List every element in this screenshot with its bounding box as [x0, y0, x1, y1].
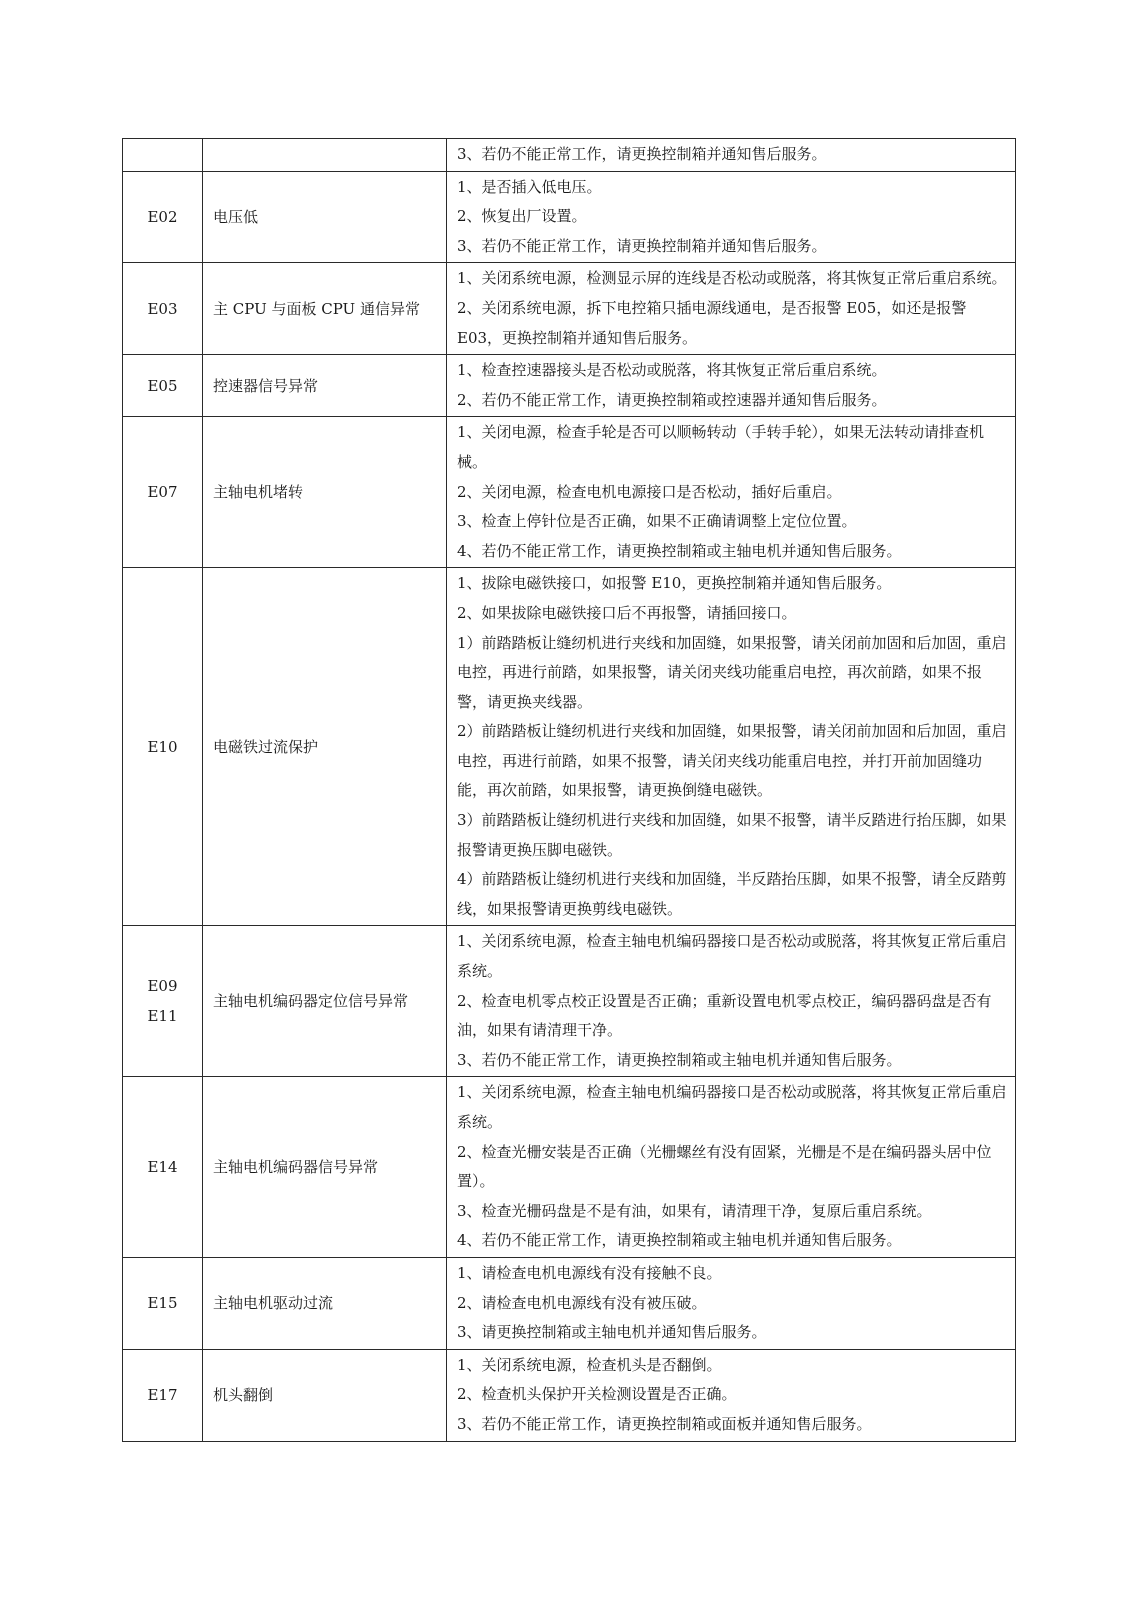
solution-step: 1、关闭系统电源，检查主轴电机编码器接口是否松动或脱落，将其恢复正常后重启系统。 [457, 932, 1007, 981]
solution-cell [447, 171, 1016, 263]
error-name-cell [203, 926, 447, 1077]
solution-cell [447, 263, 1016, 355]
error-name-cell [203, 263, 447, 355]
solution-step: 1、请检查电机电源线有没有接触不良。 [457, 1263, 722, 1282]
solution-step: 1、是否插入低电压。 [457, 177, 602, 196]
error-code-table [122, 138, 1016, 1442]
solution-cell [447, 355, 1016, 417]
solution-cell [447, 1349, 1016, 1441]
table-row [123, 568, 1016, 926]
error-name-cell [203, 568, 447, 926]
error-name-cell [203, 1257, 447, 1349]
error-code: E07 [147, 483, 178, 502]
solution-step: 4）前踏踏板让缝纫机进行夹线和加固缝，半反踏抬压脚，如果不报警，请全反踏剪线，如果报警请更换剪线电磁铁。 [457, 870, 1007, 918]
solution-step: 3、若仍不能正常工作，请更换控制箱并通知售后服务。 [457, 145, 827, 163]
solution-step: 3、检查光栅码盘是不是有油，如果有，请清理干净，复原后重启系统。 [457, 1201, 932, 1220]
error-code: E05 [147, 376, 178, 395]
solution-step: 3、若仍不能正常工作，请更换控制箱或面板并通知售后服务。 [457, 1414, 872, 1433]
solution-step: 3、若仍不能正常工作，请更换控制箱并通知售后服务。 [457, 236, 827, 255]
solution-step: 4、若仍不能正常工作，请更换控制箱或主轴电机并通知售后服务。 [457, 541, 902, 560]
solution-step: 2、检查电机零点校正设置是否正确；重新设置电机零点校正，编码器码盘是否有油，如果有请清理干净。 [457, 991, 992, 1040]
error-name: 控速器信号异常 [213, 376, 319, 395]
table-row [123, 1077, 1016, 1258]
solution-step: 1、拔除电磁铁接口，如报警 E10，更换控制箱并通知售后服务。 [457, 574, 892, 593]
error-name-cell [203, 1077, 447, 1258]
solution-step: 2、若仍不能正常工作，请更换控制箱或控速器并通知售后服务。 [457, 390, 887, 409]
table-row [123, 171, 1016, 263]
error-code-cell [123, 1077, 203, 1258]
solution-cell [447, 1257, 1016, 1349]
error-name: 主轴电机编码器定位信号异常 [213, 992, 409, 1011]
error-code-cell [123, 139, 203, 172]
error-code-cell [123, 1349, 203, 1441]
solution-step: 3）前踏踏板让缝纫机进行夹线和加固缝，如果不报警，请半反踏进行抬压脚，如果报警请更换压脚电磁铁。 [457, 811, 1007, 859]
error-code: E10 [147, 737, 178, 756]
solution-step: 2、关闭系统电源，拆下电控箱只插电源线通电，是否报警 E05，如还是报警 E03，更换控制箱并通知售后服务。 [457, 298, 967, 347]
error-code-cell [123, 355, 203, 417]
solution-cell [447, 926, 1016, 1077]
error-name: 主轴电机编码器信号异常 [213, 1158, 379, 1177]
solution-step: 1、关闭系统电源，检查主轴电机编码器接口是否松动或脱落，将其恢复正常后重启系统。 [457, 1083, 1007, 1131]
solution-step: 2）前踏踏板让缝纫机进行夹线和加固缝，如果报警，请关闭前加固和后加固，重启电控，再进行前踏，如果不报警，请关闭夹线功能重启电控，并打开前加固缝功能，再次前踏，如果报警，请更换倒缝电磁铁。 [457, 722, 1007, 800]
solution-step: 4、若仍不能正常工作，请更换控制箱或主轴电机并通知售后服务。 [457, 1231, 902, 1250]
error-name-cell [203, 1349, 447, 1441]
solution-step: 1）前踏踏板让缝纫机进行夹线和加固缝，如果报警，请关闭前加固和后加固，重启电控，再进行前踏，如果报警，请关闭夹线功能重启电控，再次前踏，如果不报警，请更换夹线器。 [457, 633, 1007, 711]
table-row [123, 355, 1016, 417]
solution-step: 2、检查机头保护开关检测设置是否正确。 [457, 1385, 737, 1404]
solution-cell [447, 1077, 1016, 1258]
error-code: E11 [147, 1007, 178, 1026]
table-row [123, 1349, 1016, 1441]
error-name: 主轴电机驱动过流 [213, 1294, 334, 1313]
solution-step: 1、关闭系统电源，检测显示屏的连线是否松动或脱落，将其恢复正常后重启系统。 [457, 269, 1007, 288]
error-code: E17 [147, 1386, 178, 1405]
solution-step: 2、请检查电机电源线有没有被压破。 [457, 1293, 707, 1312]
solution-step: 3、若仍不能正常工作，请更换控制箱或主轴电机并通知售后服务。 [457, 1050, 902, 1069]
solution-cell [447, 568, 1016, 926]
table-row [123, 1257, 1016, 1349]
error-code: E14 [147, 1158, 178, 1177]
error-code: E15 [147, 1294, 178, 1313]
table-row [123, 139, 1016, 172]
error-code: E02 [147, 207, 178, 226]
error-code: E09 [147, 977, 178, 996]
table-row [123, 417, 1016, 568]
error-code-cell [123, 568, 203, 926]
error-code-cell [123, 926, 203, 1077]
error-name-cell [203, 171, 447, 263]
error-table-body [123, 139, 1016, 1442]
solution-step: 1、检查控速器接头是否松动或脱落，将其恢复正常后重启系统。 [457, 361, 887, 380]
table-row [123, 263, 1016, 355]
error-name: 电压低 [213, 207, 259, 226]
solution-step: 2、检查光栅安装是否正确（光栅螺丝有没有固紧，光栅是不是在编码器头居中位置）。 [457, 1142, 992, 1191]
error-code-cell [123, 171, 203, 263]
solution-step: 2、恢复出厂设置。 [457, 207, 587, 226]
error-name: 电磁铁过流保护 [213, 737, 319, 756]
error-name-cell [203, 417, 447, 568]
error-name: 主轴电机堵转 [213, 483, 304, 502]
error-name-cell [203, 355, 447, 417]
error-code: E03 [147, 299, 178, 318]
solution-step: 2、如果拔除电磁铁接口后不再报警，请插回接口。 [457, 603, 797, 622]
solution-step: 3、检查上停针位是否正确，如果不正确请调整上定位位置。 [457, 512, 857, 531]
error-name-cell [203, 139, 447, 172]
error-code-cell [123, 417, 203, 568]
table-row [123, 926, 1016, 1077]
solution-cell [447, 417, 1016, 568]
solution-step: 1、关闭电源，检查手轮是否可以顺畅转动（手转手轮），如果无法转动请排查机械。 [457, 423, 985, 471]
error-code-cell [123, 263, 203, 355]
solution-cell [447, 139, 1016, 172]
error-code-cell [123, 1257, 203, 1349]
solution-step: 3、请更换控制箱或主轴电机并通知售后服务。 [457, 1323, 767, 1342]
error-name: 机头翻倒 [213, 1386, 274, 1405]
solution-step: 1、关闭系统电源，检查机头是否翻倒。 [457, 1355, 722, 1374]
error-name: 主 CPU 与面板 CPU 通信异常 [213, 299, 420, 318]
solution-step: 2、关闭电源，检查电机电源接口是否松动，插好后重启。 [457, 482, 842, 501]
